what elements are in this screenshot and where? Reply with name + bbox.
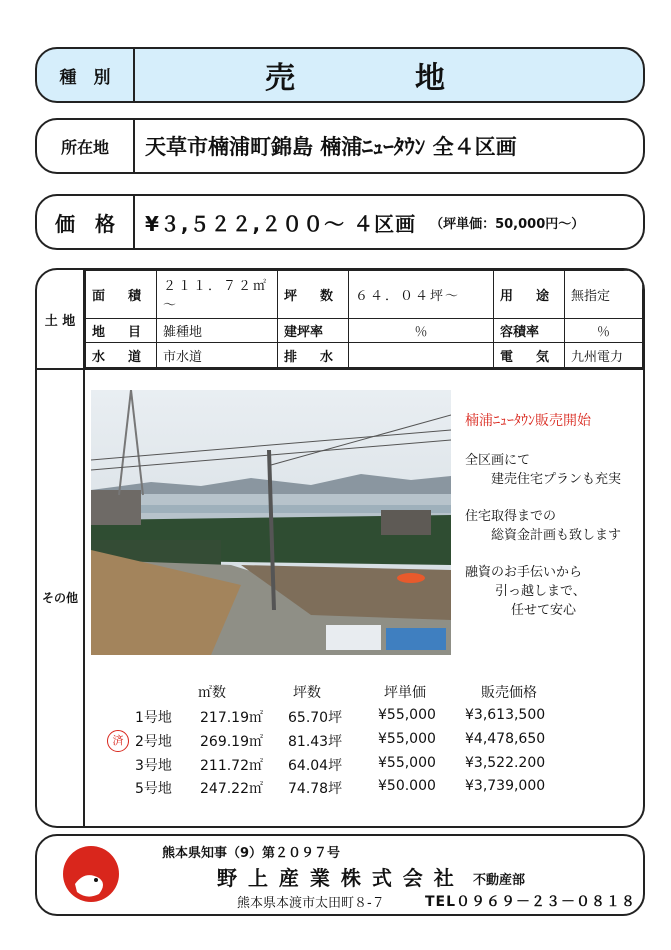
company-tel: TEL０９６９－２３－０８１８: [425, 894, 637, 910]
land-category: 土 地: [37, 270, 85, 368]
area-label: 面 積: [86, 271, 157, 319]
lot-3-unit: ¥55,000: [378, 755, 436, 771]
company-footer: [35, 834, 645, 916]
lot-1-price: ¥3,613,500: [465, 707, 546, 723]
price-label: 価 格: [37, 196, 135, 248]
lots-header-unit: 坪単価: [384, 685, 426, 701]
coverage-value: ％: [349, 318, 494, 343]
location-value: 天草市楠浦町錦島 楠浦ﾆｭｰﾀｳﾝ 全４区画: [145, 135, 517, 159]
lot-1-unit: ¥55,000: [378, 707, 436, 723]
announcement-headline: 楠浦ﾆｭｰﾀｳﾝ販売開始: [465, 413, 591, 429]
lots-header-m2: ㎡数: [198, 685, 226, 701]
area-value: ２１１．７２㎡～: [157, 271, 278, 319]
lot-5-m2: 247.22㎡: [200, 781, 263, 797]
water-label: 水 道: [86, 343, 157, 368]
landtype-label: 地 目: [86, 318, 157, 343]
location-row: [35, 118, 645, 174]
tsubo-label: 坪 数: [278, 271, 349, 319]
lot-2-m2: 269.19㎡: [200, 734, 263, 750]
drain-value: [349, 343, 494, 368]
property-photo: [91, 390, 451, 655]
lot-5-tsubo: 74.78坪: [288, 781, 343, 797]
lot-2-price: ¥4,478,650: [465, 731, 546, 747]
lot-2-unit: ¥55,000: [378, 731, 436, 747]
unit-price: （坪単価：50,000円～）: [430, 216, 585, 232]
announcement: [465, 412, 621, 620]
elec-value: 九州電力: [565, 343, 643, 368]
lot-2-name: 2号地: [135, 734, 172, 750]
land-section: [37, 270, 643, 370]
sold-mark: 済: [107, 730, 129, 752]
lot-3-tsubo: 64.04坪: [288, 758, 343, 774]
company-logo: [55, 840, 127, 912]
land-table: [85, 270, 643, 368]
lot-5-price: ¥3,739,000: [465, 778, 546, 794]
far-value: ％: [565, 318, 643, 343]
tsubo-value: ６４．０４坪～: [349, 271, 494, 319]
lot-1-name: 1号地: [135, 710, 172, 726]
lot-1-tsubo: 65.70坪: [288, 710, 343, 726]
announcement-line-4: 総資金計画も致します: [491, 528, 622, 543]
lot-5-name: 5号地: [135, 781, 172, 797]
announcement-line-1: 全区画にて: [465, 453, 531, 468]
lot-3-name: 3号地: [135, 758, 172, 774]
use-label: 用 途: [494, 271, 565, 319]
announcement-line-5: 融資のお手伝いから: [465, 565, 583, 580]
price-value-area: [135, 196, 643, 248]
lot-3-m2: 211.72㎡: [200, 758, 263, 774]
company-name: 野 上 産 業 株 式 会 社: [217, 866, 456, 890]
price-row: [35, 194, 645, 250]
type-row: [35, 47, 645, 103]
elec-label: 電 気: [494, 343, 565, 368]
announcement-line-7: 任せて安心: [511, 603, 577, 618]
company-address: 熊本県本渡市太田町８-７: [237, 896, 385, 911]
other-category: その他: [37, 368, 85, 826]
coverage-label: 建坪率: [278, 318, 349, 343]
lots-header-price: 販売価格: [481, 685, 537, 701]
price-value: ¥３,５２２,２００～ ４区画: [145, 211, 417, 236]
company-dept: 不動産部: [473, 873, 526, 888]
location-label: 所在地: [37, 120, 135, 172]
lot-5-unit: ¥50.000: [378, 778, 436, 794]
far-label: 容積率: [494, 318, 565, 343]
drain-label: 排 水: [278, 343, 349, 368]
lot-1-m2: 217.19㎡: [200, 710, 263, 726]
use-value: 無指定: [565, 271, 643, 319]
type-value: 売 地: [265, 61, 445, 96]
lot-2-tsubo: 81.43坪: [288, 734, 343, 750]
announcement-line-6: 引っ越しまで、: [495, 584, 586, 599]
lot-3-price: ¥3,522.200: [465, 755, 546, 771]
announcement-line-3: 住宅取得までの: [465, 509, 557, 524]
water-value: 市水道: [157, 343, 278, 368]
lots-header-tsubo: 坪数: [293, 685, 321, 701]
landtype-value: 雑種地: [157, 318, 278, 343]
license-number: 熊本県知事（9）第２０９７号: [162, 846, 341, 861]
announcement-line-2: 建売住宅プランも充実: [491, 472, 622, 487]
type-label: 種 別: [37, 49, 135, 101]
